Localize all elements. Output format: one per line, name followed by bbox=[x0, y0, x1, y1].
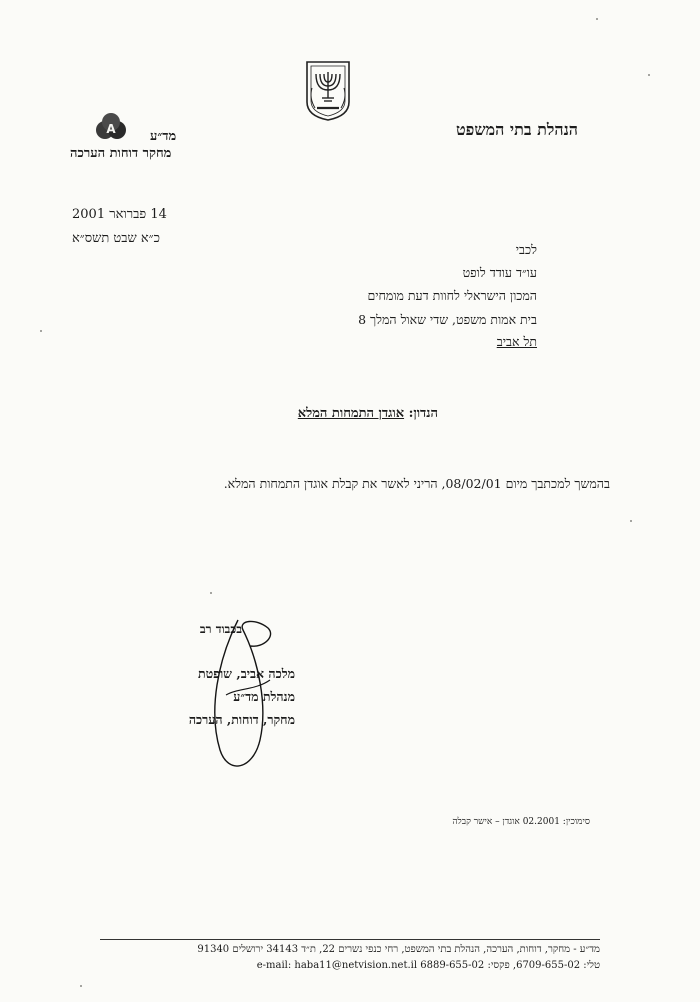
research-unit-logo-icon bbox=[93, 112, 129, 142]
signatory-role: מנהלת מד״ע bbox=[233, 689, 295, 704]
scan-speck bbox=[648, 74, 650, 76]
scan-speck bbox=[80, 985, 82, 987]
hebrew-date: כ״א שבט תשס״א bbox=[72, 231, 160, 246]
footer-divider bbox=[100, 939, 600, 940]
subject-line bbox=[298, 405, 438, 421]
letter-body: בהמשך למכתבך מיום 08/02/01, הריני לאשר את קבלת אוגדן התמחות המלא. bbox=[223, 476, 610, 491]
addressee-organization: המכון הישראלי לחוות דעת מומחים bbox=[367, 288, 537, 303]
state-emblem-icon bbox=[303, 58, 353, 122]
unit-abbreviation: מד״ע bbox=[150, 129, 177, 144]
signatory-name: מלכה אביב, שופטת bbox=[198, 666, 295, 681]
subject-label: הנדון: bbox=[408, 406, 438, 421]
handwritten-signature bbox=[198, 600, 288, 780]
addressee-city: תל אביב bbox=[496, 334, 537, 349]
file-reference: סימוכין: 02.2001 אוגדן – אישר קבלה bbox=[452, 817, 590, 827]
scan-speck bbox=[40, 330, 42, 332]
scan-speck bbox=[630, 520, 632, 522]
subject-text: אוגדן התמחות המלא bbox=[297, 406, 405, 421]
scan-speck bbox=[596, 18, 598, 20]
unit-name: מחקר דוחות הערכה bbox=[70, 146, 172, 161]
addressee-name: עו״ד עודד לופט bbox=[462, 265, 537, 280]
footer-address: מד״ע - מחקר, דוחות, הערכה, הנהלת בתי המשפט, רחי כנפי נשרים 22, ת״ד 34143 ירושלים 91340 bbox=[197, 944, 600, 955]
addressee-address: בית אמות משפט, שדי שאול המלך 8 bbox=[358, 312, 537, 327]
signatory-unit: מחקר, דוחות, הערכה bbox=[188, 712, 295, 727]
svg-text:A: A bbox=[106, 122, 116, 136]
footer-contact: טלי: 6709-655-02, פקסי: 6889-655-02 e-mail: haba11@netvision.net.il bbox=[256, 960, 600, 971]
gregorian-date: 14 פברואר 2001 bbox=[72, 207, 167, 222]
closing-greeting: בכבוד רב bbox=[199, 622, 242, 636]
courts-administration-title: הנהלת בתי המשפט bbox=[455, 120, 578, 139]
addressee-salutation: לכבי bbox=[515, 242, 537, 257]
scan-speck bbox=[210, 592, 212, 594]
